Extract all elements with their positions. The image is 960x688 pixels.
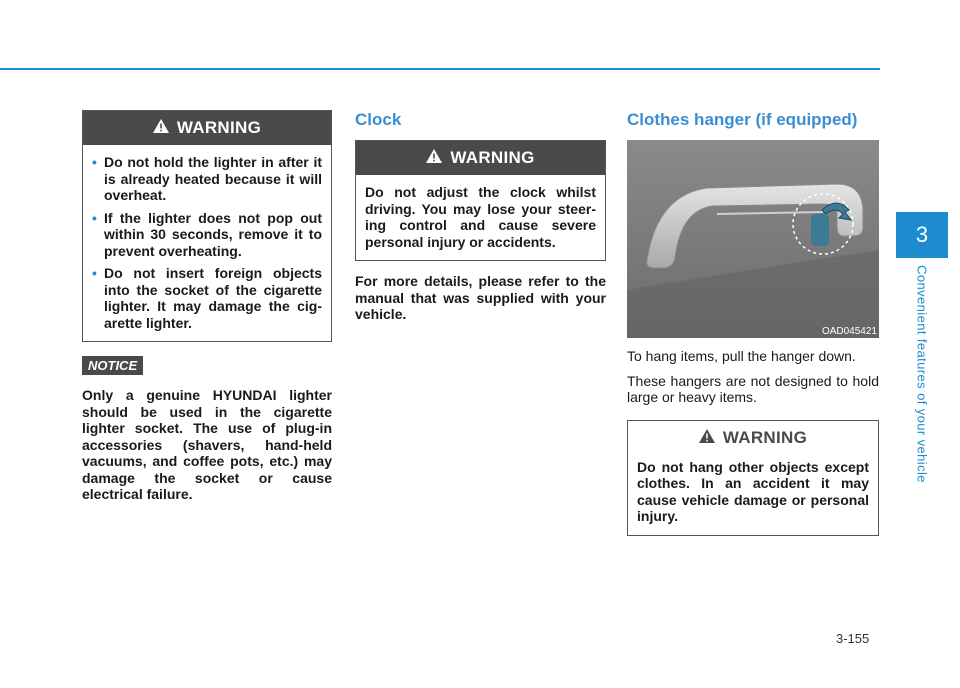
top-rule: [0, 68, 880, 70]
page-number: 3-155: [836, 631, 870, 646]
warning-title: WARNING: [450, 148, 535, 167]
warning-title: WARNING: [176, 118, 262, 137]
warning-body: Do not adjust the clock whilst driving. You may lose your steer-ing control and cause severe personal injury or accidents.: [365, 184, 596, 250]
hanger-paragraph: These hangers are not designed to hold large or heavy items.: [627, 372, 879, 405]
clothes-hanger-illustration: [627, 140, 879, 338]
list-item: • Do not hold the lighter in after it is already heated because it will overheat.: [92, 154, 322, 203]
clock-paragraph: For more details, please refer to the manual that was supplied with your vehicle.: [355, 273, 606, 322]
warning-triangle-icon: [699, 428, 715, 448]
warning-title: WARNING: [722, 427, 808, 447]
hanger-paragraph: To hang items, pull the hanger down.: [627, 348, 856, 364]
bullet-icon: •: [92, 265, 97, 281]
warning-triangle-icon: [153, 118, 169, 138]
notice-badge: NOTICE: [82, 356, 143, 375]
clothes-hanger-heading: Clothes hanger (if equipped): [627, 110, 858, 129]
warning-body: [83, 145, 331, 341]
hanger-warning-box: [627, 420, 879, 536]
clock-warning-box: [355, 140, 606, 261]
column-middle: [355, 110, 606, 323]
bullet-icon: •: [92, 209, 97, 226]
clothes-hanger-photo: [627, 140, 879, 338]
chapter-tab: 3: [896, 212, 948, 258]
notice-text: Only a genuine HYUNDAI lighter should be used in the cigarette lighter socket. The use of plug-in accessories (shavers, hand-held vacuums, and coffee pots, etc.) may damage the socket or cause electrical failure.: [82, 387, 332, 502]
column-right: [627, 110, 879, 536]
warning-header: [628, 421, 878, 455]
list-item: • Do not insert foreign objects into the socket of the cigarette lighter. It may damage the cig-arette lighter.: [92, 265, 322, 331]
column-left: [82, 110, 332, 503]
list-item: • If the lighter does not pop out within 30 seconds, remove it to prevent overheating.: [92, 209, 322, 259]
image-code: OAD045421: [821, 326, 877, 337]
bullet-icon: •: [92, 154, 97, 170]
clock-heading: Clock: [355, 110, 402, 129]
warning-header: [356, 141, 605, 175]
chapter-title: Convenient features of your vehicle: [914, 265, 930, 483]
lighter-warning-box: [82, 110, 332, 342]
warning-header: [83, 111, 331, 145]
warning-body: Do not hang other objects except clothes. In an accident it may cause vehicle damage or personal injury.: [637, 458, 869, 524]
warning-triangle-icon: [426, 148, 442, 168]
